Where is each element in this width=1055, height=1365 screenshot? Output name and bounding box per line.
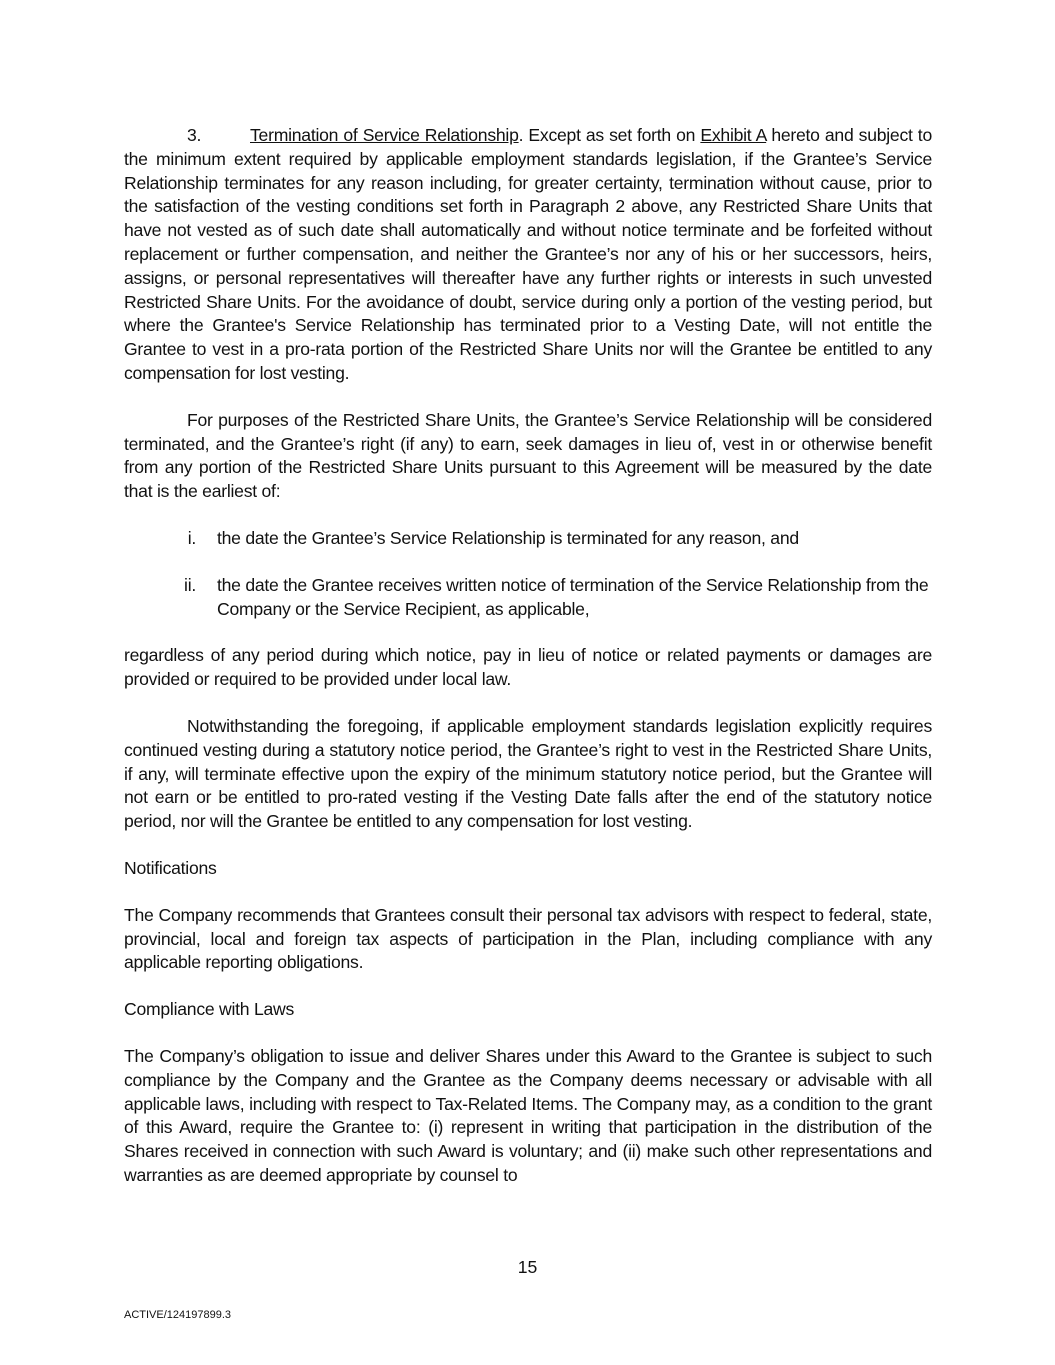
page-number: 15 xyxy=(517,1257,538,1277)
regardless-paragraph: regardless of any period during which notice, pay in lieu of notice or related payments or damages are provided or required to be provided under local law. xyxy=(124,645,932,690)
notifications-paragraph: The Company recommends that Grantees consult their personal tax advisors with respect to federal, state, provincial, local and foreign tax aspects of participation in the Plan, including compliance with any applicable reporting obligations. xyxy=(124,904,932,973)
list-item xyxy=(124,574,932,622)
compliance-heading: Compliance with Laws xyxy=(124,999,295,1020)
notifications-heading: Notifications xyxy=(124,857,217,878)
list-item-text: the date the Grantee’s Service Relationship is terminated for any reason, and xyxy=(217,527,799,548)
section-text-a: . Except as set forth on xyxy=(518,125,701,145)
document-page xyxy=(124,124,932,1188)
section-title: Termination of Service Relationship xyxy=(250,125,519,145)
termination-date-list xyxy=(124,527,932,621)
list-marker: ii. xyxy=(184,574,196,595)
section-text-b: hereto and subject to the minimum extent required by applicable employment standards legislation, if the Grantee’s Service Relationship terminates for any reason including, for greater certainty, termination without cause, prior to the satisfaction of the vesting conditions set forth in Paragraph 2 above, any Restricted Share Units that have not vested as of such date shall automatically and without notice terminate and be forfeited without replacement or further compensation, and neither the Grantee’s nor any of his or her successors, heirs, assigns, or personal representatives will thereafter have any further rights or interests in such unvested Restricted Share Units. For the avoidance of doubt, service during only a portion of the vesting period, but where the Grantee's Service Relationship has terminated prior to a Vesting Date, will not entitle the Grantee to vest in a pro-rata portion of the Restricted Share Units nor will the Grantee be entitled to any compensation for lost vesting. xyxy=(124,125,932,383)
purposes-paragraph: For purposes of the Restricted Share Units, the Grantee’s Service Relationship will be considered terminated, and the Grantee’s right (if any) to earn, seek damages in lieu of, vest in or otherwise benefit from any portion of the Restricted Share Units pursuant to this Agreement will be measured by the date that is the earliest of: xyxy=(124,409,932,502)
section-3-paragraph xyxy=(124,124,932,386)
document-id-footer: ACTIVE/124197899.3 xyxy=(124,1309,232,1321)
notwithstanding-paragraph: Notwithstanding the foregoing, if applicable employment standards legislation explicitly requires continued vesting during a statutory notice period, the Grantee’s right to vest in the Restricted Share Units, if any, will terminate effective upon the expiry of the minimum statutory notice period, but the Grantee will not earn or be entitled to pro-rated vesting if the Vesting Date falls after the end of the statutory notice period, nor will the Grantee be entitled to any compensation for lost vesting. xyxy=(124,715,932,832)
list-marker: i. xyxy=(187,527,196,548)
section-number: 3. xyxy=(187,125,202,145)
list-item-text: the date the Grantee receives written notice of termination of the Service Relationship from the Company or the Service Recipient, as applicable, xyxy=(217,574,929,619)
compliance-paragraph: The Company’s obligation to issue and deliver Shares under this Award to the Grantee is subject to such compliance by the Company and the Grantee as the Company deems necessary or advisable with all applicable laws, including with respect to Tax-Related Items. The Company may, as a condition to the grant of this Award, require the Grantee to: (i) represent in writing that participation in the distribution of the Shares received in connection with such Award is voluntary; and (ii) make such other representations and warranties as are deemed appropriate by counsel to xyxy=(124,1045,932,1185)
exhibit-reference: Exhibit A xyxy=(700,125,767,145)
list-item xyxy=(124,527,932,551)
